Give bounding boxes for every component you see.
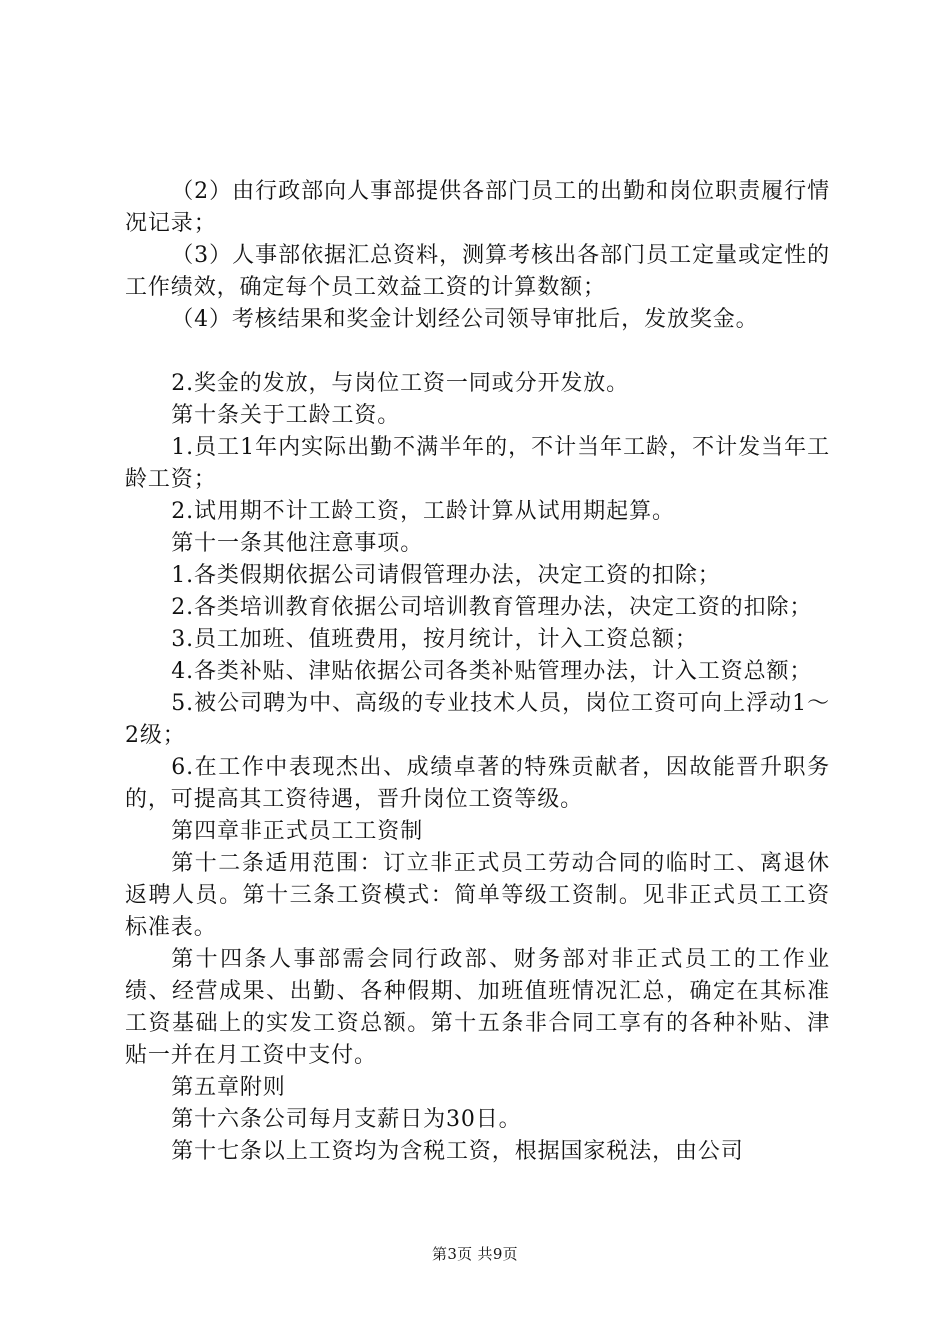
- article-11-heading: 第十一条其他注意事项。: [171, 531, 424, 556]
- article-11-item-3: 3.员工加班、值班费用，按月统计，计入工资总额；: [171, 627, 698, 652]
- paragraph-item-3: （3）人事部依据汇总资料，测算考核出各部门员工定量或定性的工作绩效，确定每个员工效益工资的计算数额；: [125, 243, 830, 300]
- chapter-4-heading: 第四章非正式员工工资制: [171, 819, 424, 844]
- paragraph-item-4: （4）考核结果和奖金计划经公司领导审批后，发放奖金。: [171, 307, 759, 332]
- page-number-footer: 第3页 共9页: [432, 1245, 518, 1263]
- paragraph-bonus-distribution: 2.奖金的发放，与岗位工资一同或分开发放。: [171, 371, 630, 396]
- article-11-item-4: 4.各类补贴、津贴依据公司各类补贴管理办法，计入工资总额；: [171, 659, 813, 684]
- article-10-item-2: 2.试用期不计工龄工资，工龄计算从试用期起算。: [171, 499, 675, 524]
- article-11-item-6: 6.在工作中表现杰出、成绩卓著的特殊贡献者，因故能晋升职务的，可提高其工资待遇，晋升岗位工资等级。: [125, 755, 830, 812]
- article-11-item-2: 2.各类培训教育依据公司培训教育管理办法，决定工资的扣除；: [171, 595, 813, 620]
- article-10-heading: 第十条关于工龄工资。: [171, 403, 401, 428]
- paragraph-item-2: （2）由行政部向人事部提供各部门员工的出勤和岗位职责履行情况记录；: [125, 179, 830, 236]
- article-17-paragraph: 第十七条以上工资均为含税工资，根据国家税法，由公司: [171, 1139, 744, 1164]
- article-11-item-5: 5.被公司聘为中、高级的专业技术人员，岗位工资可向上浮动1～2级；: [125, 691, 830, 748]
- chapter-5-heading: 第五章附则: [171, 1075, 286, 1100]
- article-11-item-1: 1.各类假期依据公司请假管理办法，决定工资的扣除；: [171, 563, 721, 588]
- article-16-paragraph: 第十六条公司每月支薪日为30日。: [171, 1107, 522, 1132]
- article-12-13-paragraph: 第十二条适用范围：订立非正式员工劳动合同的临时工、离退休返聘人员。第十三条工资模式：简单等级工资制。见非正式员工工资标准表。: [125, 851, 830, 940]
- document-body: [125, 176, 830, 1168]
- article-10-item-1: 1.员工1年内实际出勤不满半年的，不计当年工龄，不计发当年工龄工资；: [125, 435, 830, 492]
- article-14-15-paragraph: 第十四条人事部需会同行政部、财务部对非正式员工的工作业绩、经营成果、出勤、各种假期、加班值班情况汇总，确定在其标准工资基础上的实发工资总额。第十五条非合同工享有的各种补贴、津贴一并在月工资中支付。: [125, 947, 830, 1068]
